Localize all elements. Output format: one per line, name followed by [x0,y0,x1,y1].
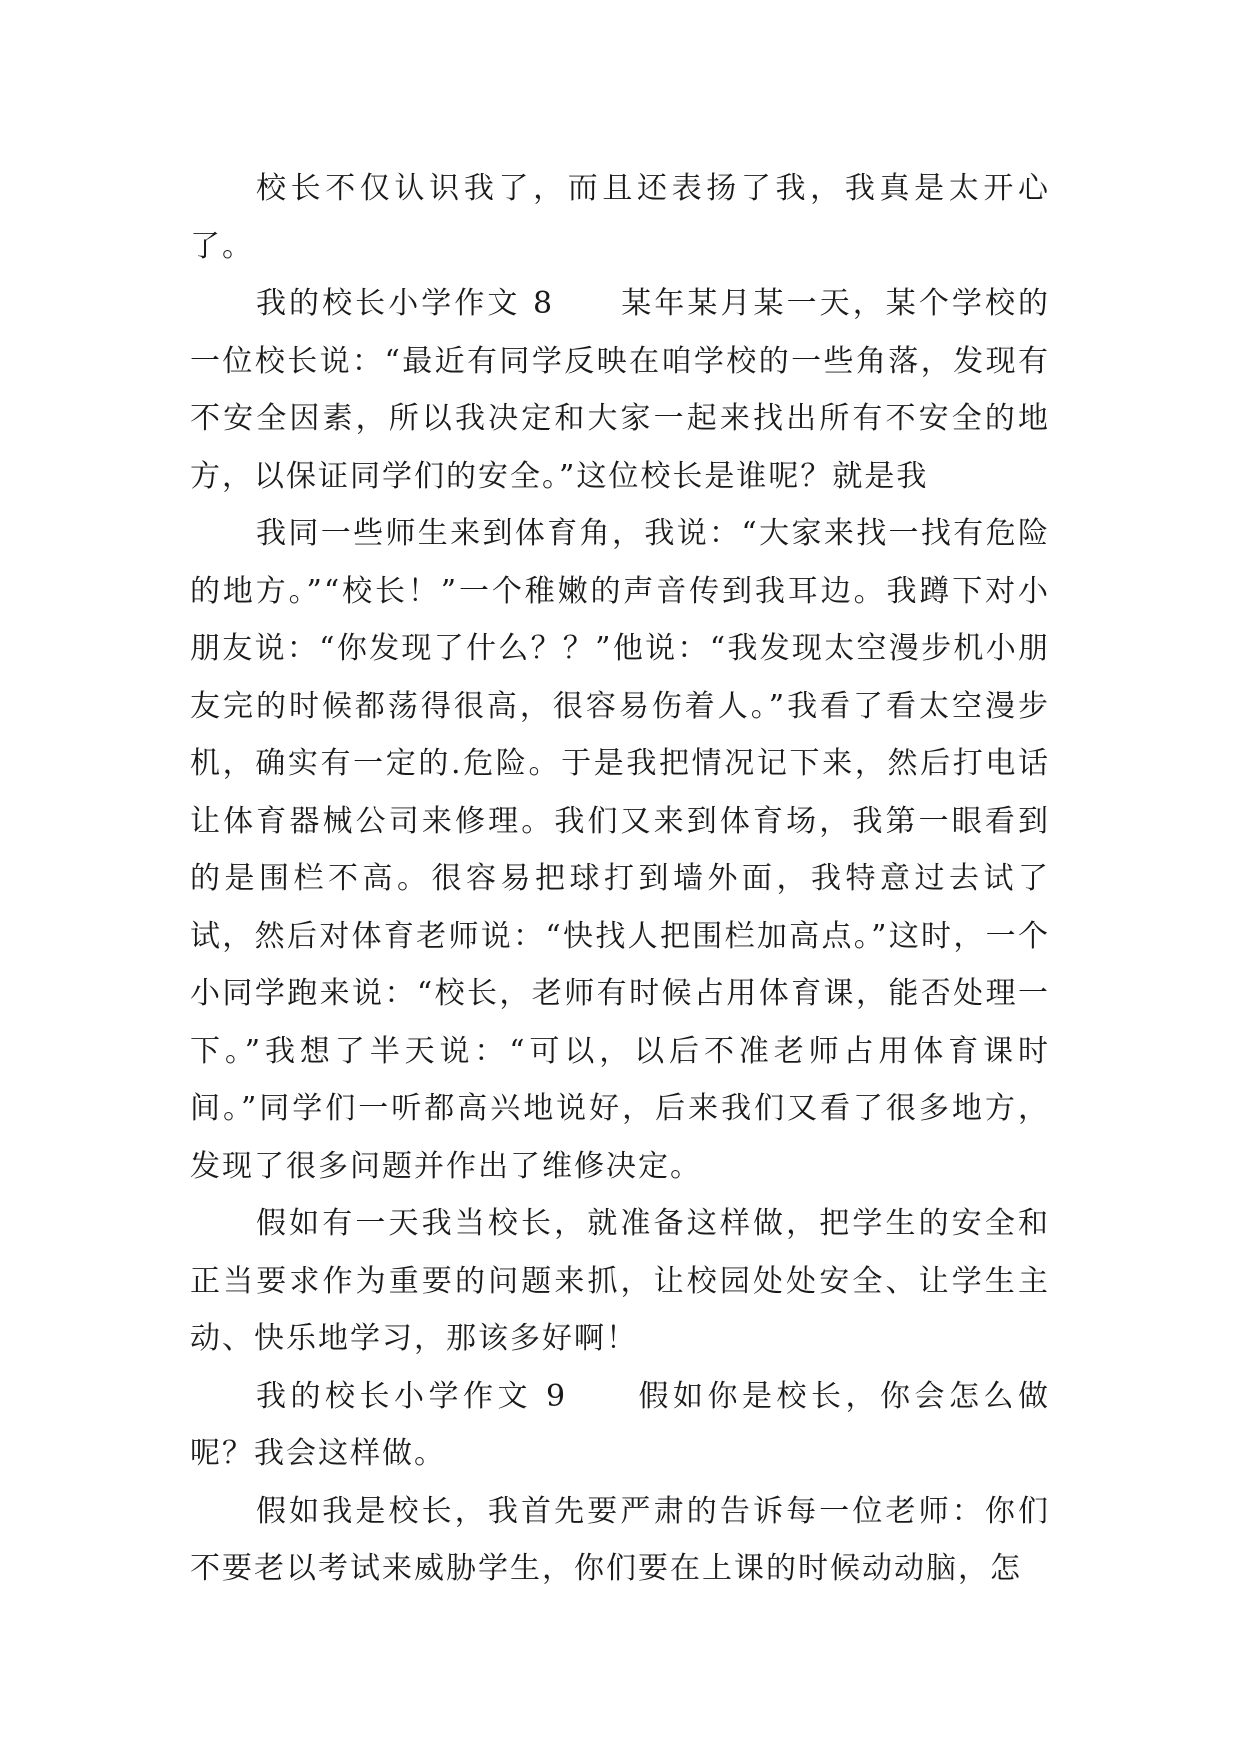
paragraph-3: 我同一些师生来到体育角，我说：“大家来找一找有危险的地方。”“校长！”一个稚嫩的声音传到我耳边。我蹲下对小朋友说：“你发现了什么？？”他说：“我发现太空漫步机小朋友完的时候都荡得很高，很容易伤着人。”我看了看太空漫步机，确实有一定的.危险。于是我把情况记下来，然后打电话让体育器械公司来修理。我们又来到体育场，我第一眼看到的是围栏不高。很容易把球打到墙外面，我特意过去试了试，然后对体育老师说：“快找人把围栏加高点。”这时，一个小同学跑来说：“校长，老师有时候占用体育课，能否处理一下。”我想了半天说：“可以，以后不准老师占用体育课时间。”同学们一听都高兴地说好，后来我们又看了很多地方，发现了很多问题并作出了维修决定。 [190,516,1050,1184]
document-body [190,160,1050,1598]
paragraph-1: 校长不仅认识我了，而且还表扬了我，我真是太开心了。 [190,171,1050,264]
paragraph-4: 假如有一天我当校长，就准备这样做，把学生的安全和正当要求作为重要的问题来抓，让校园处处安全、让学生主动、快乐地学习，那该多好啊！ [190,1206,1050,1356]
paragraph-5: 我的校长小学作文 9 假如你是校长，你会怎么做呢？我会这样做。 [190,1378,1050,1471]
paragraph-2: 我的校长小学作文 8 某年某月某一天，某个学校的一位校长说：“最近有同学反映在咱学校的一些角落，发现有不安全因素，所以我决定和大家一起来找出所有不安全的地方，以保证同学们的安全。”这位校长是谁呢？就是我 [190,286,1050,494]
paragraph-6: 假如我是校长，我首先要严肃的告诉每一位老师：你们不要老以考试来威胁学生，你们要在上课的时候动动脑，怎 [190,1493,1050,1586]
